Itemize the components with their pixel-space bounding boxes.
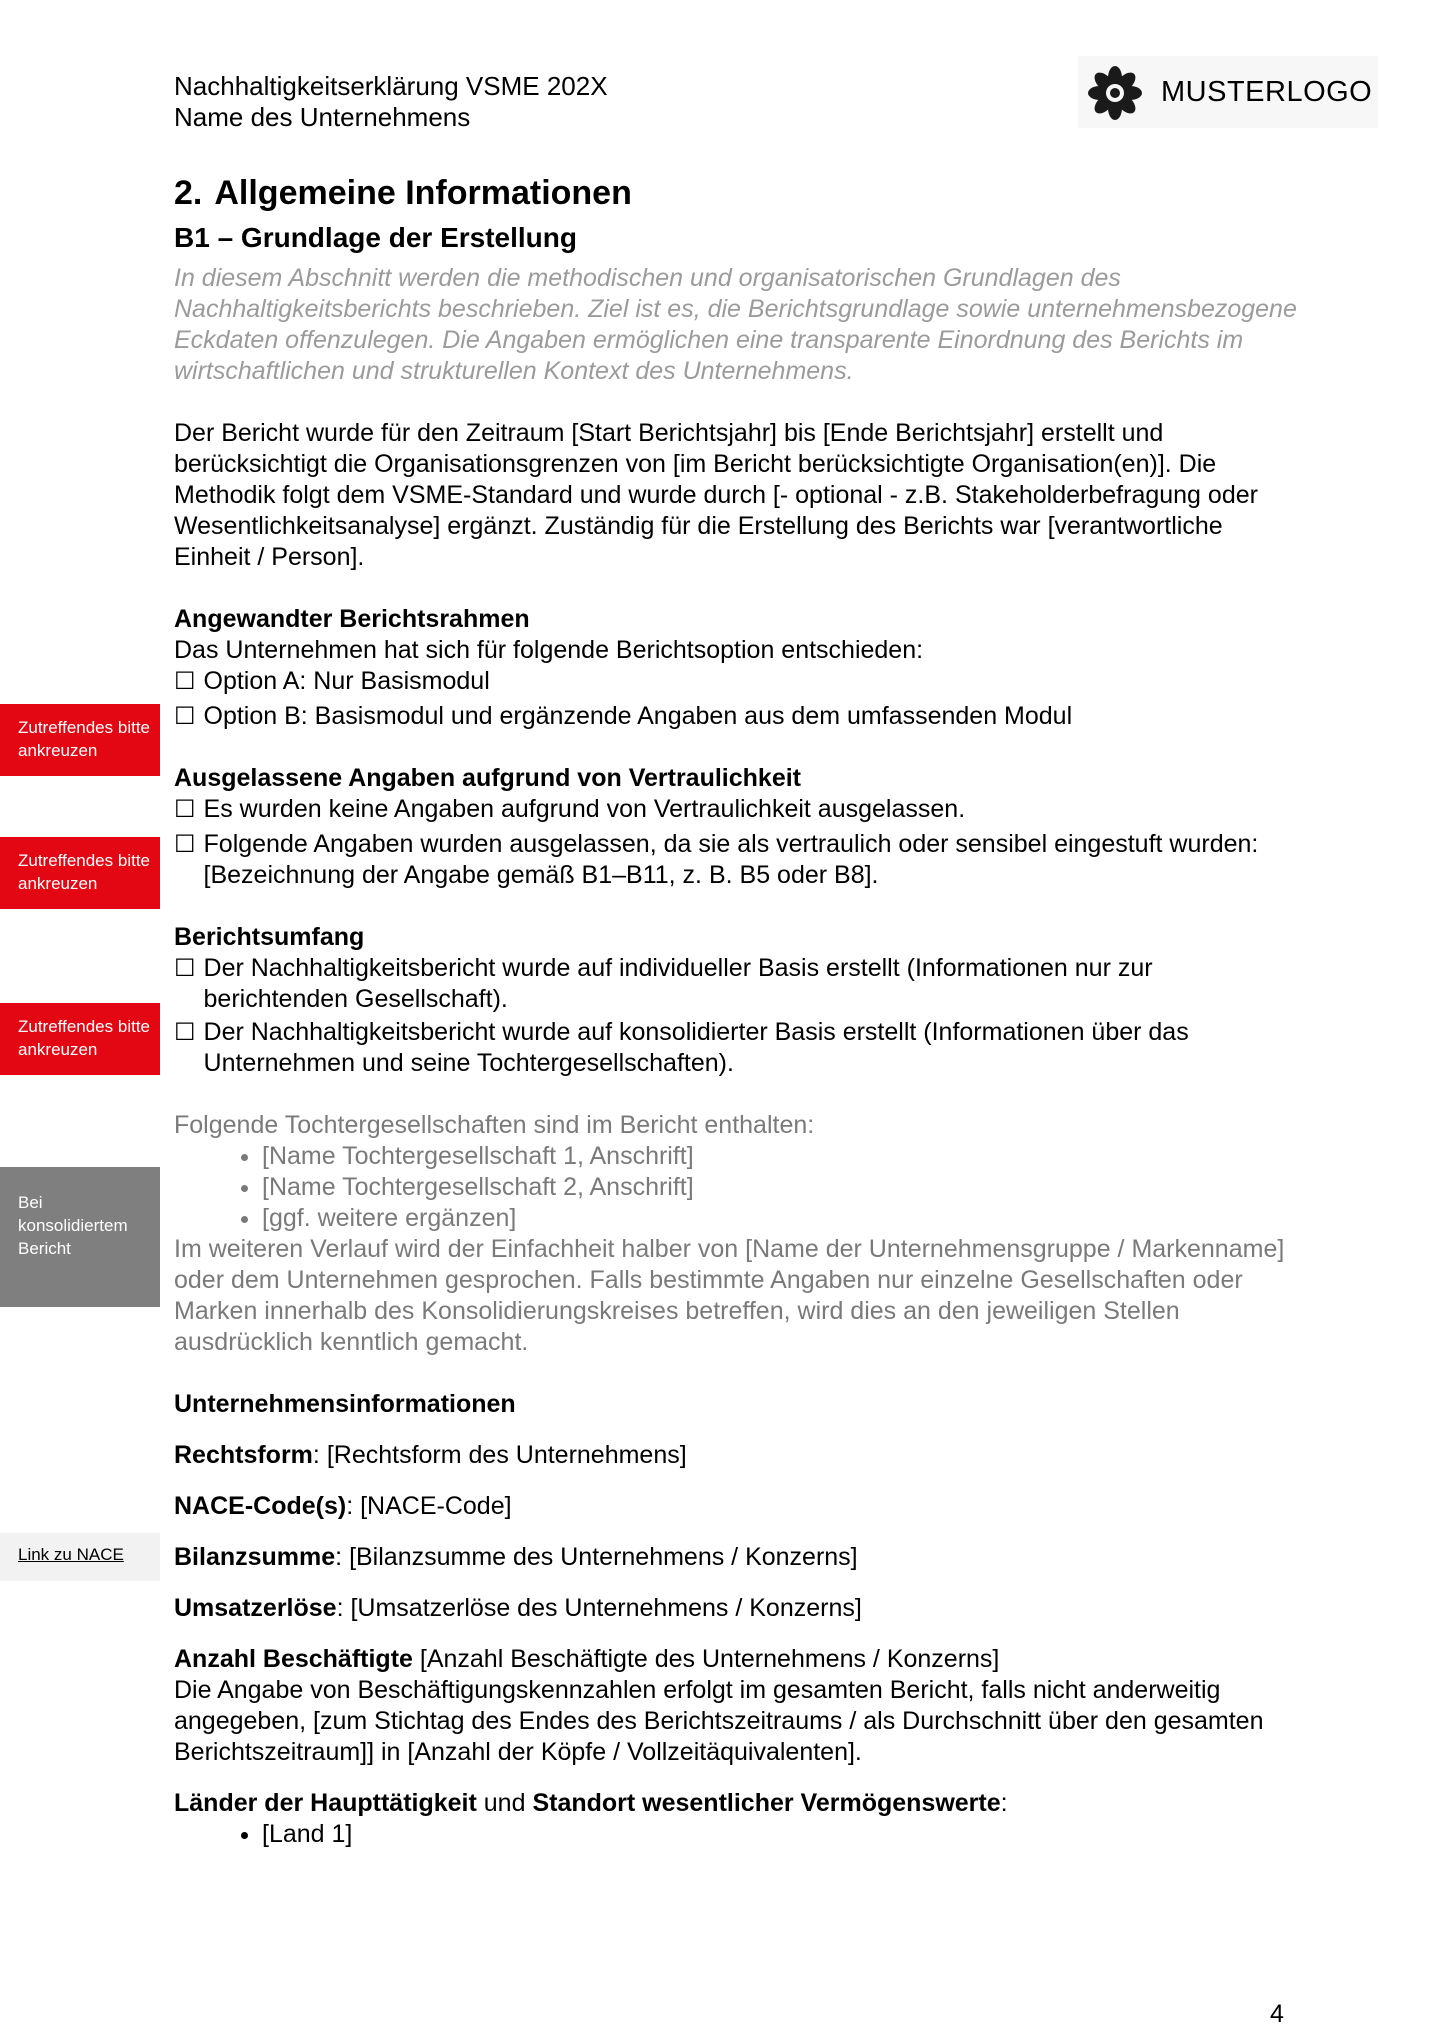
sidebar-tag-consolidated-text: Bei konsolidiertem Bericht [18, 1193, 128, 1258]
field-label: Umsatzerlöse [174, 1594, 337, 1622]
info-heading: Unternehmensinformationen [174, 1390, 516, 1418]
option-label: Option A: Nur Basismodul [203, 667, 490, 695]
checkbox-icon[interactable]: ☐ [174, 667, 196, 695]
checkbox-icon[interactable]: ☐ [174, 795, 196, 823]
section-title-text: Allgemeine Informationen [214, 174, 632, 212]
field-value: : [Rechtsform des Unternehmens] [312, 1441, 687, 1469]
logo-text: MUSTERLOGO [1161, 76, 1373, 108]
laender-list [174, 1819, 1304, 1850]
field-value: : [NACE-Code] [346, 1492, 512, 1520]
vertraulich-heading: Ausgelassene Angaben aufgrund von Vertraulichkeit [174, 764, 802, 792]
section-subtitle: B1 – Grundlage der Erstellung [174, 222, 577, 253]
header-company: Name des Unternehmens [174, 102, 471, 132]
field-value: : [Umsatzerlöse des Unternehmens / Konzerns] [336, 1594, 862, 1622]
field-rechtsform [174, 1440, 1304, 1471]
section-title [174, 170, 1304, 216]
field-label: Anzahl Beschäftigte [174, 1645, 413, 1673]
sidebar-tag-check-3: Zutreffendes bitte ankreuzen [0, 1003, 160, 1075]
sidebar-tag-check-1: Zutreffendes bitte ankreuzen [0, 704, 160, 776]
intro-hint: In diesem Abschnitt werden die methodischen und organisatorischen Grundlagen des Nachhaltigkeitsberichts beschrieben. Ziel ist es, die Berichtsgrundlage sowie unternehmensbezogene Eckdaten offenzulegen. Die Angaben ermöglichen eine transparente Einordnung des Berichts im wirtschaftlichen und strukturellen Kontext des Unternehmens. [174, 264, 1297, 385]
list-item: • [Name Tochtergesellschaft 2, Anschrift] [262, 1172, 1304, 1203]
field-value: : [Bilanzsumme des Unternehmens / Konzerns] [335, 1543, 858, 1571]
list-item: • [Land 1] [262, 1819, 1304, 1850]
option-label: Der Nachhaltigkeitsbericht wurde auf konsolidierter Basis erstellt (Informationen über das Unternehmen und seine Tochtergesellschaften). [203, 1018, 1189, 1077]
field-label: Rechtsform [174, 1441, 313, 1469]
rahmen-lead: Das Unternehmen hat sich für folgende Berichtsoption entschieden: [174, 636, 924, 664]
umfang-option-individual[interactable] [174, 953, 1304, 1015]
checkbox-icon[interactable]: ☐ [174, 830, 196, 858]
field-value: [Anzahl Beschäftigte des Unternehmens / Konzerns] [412, 1645, 1000, 1673]
rahmen-option-a[interactable] [174, 666, 1304, 697]
flower-logo-icon [1085, 63, 1145, 123]
rahmen-heading: Angewandter Berichtsrahmen [174, 605, 530, 633]
vertraulich-option-2[interactable] [174, 829, 1304, 891]
option-label: Option B: Basismodul und ergänzende Angaben aus dem umfassenden Modul [203, 702, 1073, 730]
section-number: 2. [174, 174, 203, 212]
checkbox-icon[interactable]: ☐ [174, 702, 196, 730]
field-label: Länder der Haupttätigkeit [174, 1789, 477, 1817]
body-paragraph: Der Bericht wurde für den Zeitraum [Start Berichtsjahr] bis [Ende Berichtsjahr] erstellt und berücksichtigt die Organisationsgrenzen von [im Bericht berücksichtigte Organisation(en)]. Die Methodik folgt dem VSME-Standard und wurde durch [- optional - z.B. Stakeholderbefragung oder Wesentlichkeitsanalyse] ergänzt. Zuständig für die Erstellung des Berichts war [verantwortliche Einheit / Person]. [174, 419, 1258, 571]
tochter-note: Im weiteren Verlauf wird der Einfachheit halber von [Name der Unternehmensgruppe / Markenname] oder dem Unternehmen gesprochen. Falls bestimmte Angaben nur einzelne Gesellschaften oder Marken innerhalb des Konsolidierungskreises betreffen, wird dies an den jeweiligen Stellen ausdrücklich kenntlich gemacht. [174, 1235, 1285, 1356]
field-umsatz [174, 1593, 1304, 1624]
list-item: • [Name Tochtergesellschaft 1, Anschrift] [262, 1141, 1304, 1172]
option-label: Folgende Angaben wurden ausgelassen, da sie als vertraulich oder sensibel eingestuft wurden: [Bezeichnung der Angabe gemäß B1–B11, z. B. B5 oder B8]. [203, 830, 1259, 889]
field-colon: : [1000, 1789, 1008, 1817]
option-label: Es wurden keine Angaben aufgrund von Vertraulichkeit ausgelassen. [203, 795, 966, 823]
sidebar-tag-consolidated [0, 1167, 160, 1307]
nace-link[interactable]: Link zu NACE [18, 1545, 124, 1564]
page-number: 4 [1270, 2000, 1284, 2028]
field-laender [174, 1788, 1304, 1819]
vertraulich-option-1[interactable] [174, 794, 1304, 825]
checkbox-icon[interactable]: ☐ [174, 954, 196, 982]
umfang-heading: Berichtsumfang [174, 923, 365, 951]
umfang-option-consolidated[interactable] [174, 1017, 1304, 1079]
main-content [174, 170, 1304, 1850]
field-connector: und [476, 1789, 533, 1817]
list-item: • [ggf. weitere ergänzen] [262, 1203, 1304, 1234]
field-label: NACE-Code(s) [174, 1492, 347, 1520]
beschaeftigte-note: Die Angabe von Beschäftigungskennzahlen erfolgt im gesamten Bericht, falls nicht anderweitig angegeben, [zum Stichtag des Endes des Berichtszeitraums / als Durchschnitt über den gesamten Berichtszeitraum]] in [Anzahl der Köpfe / Vollzeitäquivalenten]. [174, 1676, 1264, 1766]
rahmen-option-b[interactable] [174, 701, 1304, 732]
field-nace [174, 1491, 1304, 1522]
tochter-lead: Folgende Tochtergesellschaften sind im Bericht enthalten: [174, 1111, 815, 1139]
checkbox-icon[interactable]: ☐ [174, 1018, 196, 1046]
field-beschaeftigte [174, 1644, 1304, 1675]
field-label: Standort wesentlicher Vermögenswerte [532, 1789, 1001, 1817]
sidebar-tag-check-2: Zutreffendes bitte ankreuzen [0, 837, 160, 909]
sidebar-nace-link-box [0, 1533, 160, 1581]
logo [1078, 56, 1378, 128]
tochter-list [174, 1141, 1304, 1234]
field-bilanz [174, 1542, 1304, 1573]
header-title: Nachhaltigkeitserklärung VSME 202X [174, 71, 608, 101]
option-label: Der Nachhaltigkeitsbericht wurde auf individueller Basis erstellt (Informationen nur zur berichtenden Gesellschaft). [203, 954, 1153, 1013]
field-label: Bilanzsumme [174, 1543, 336, 1571]
